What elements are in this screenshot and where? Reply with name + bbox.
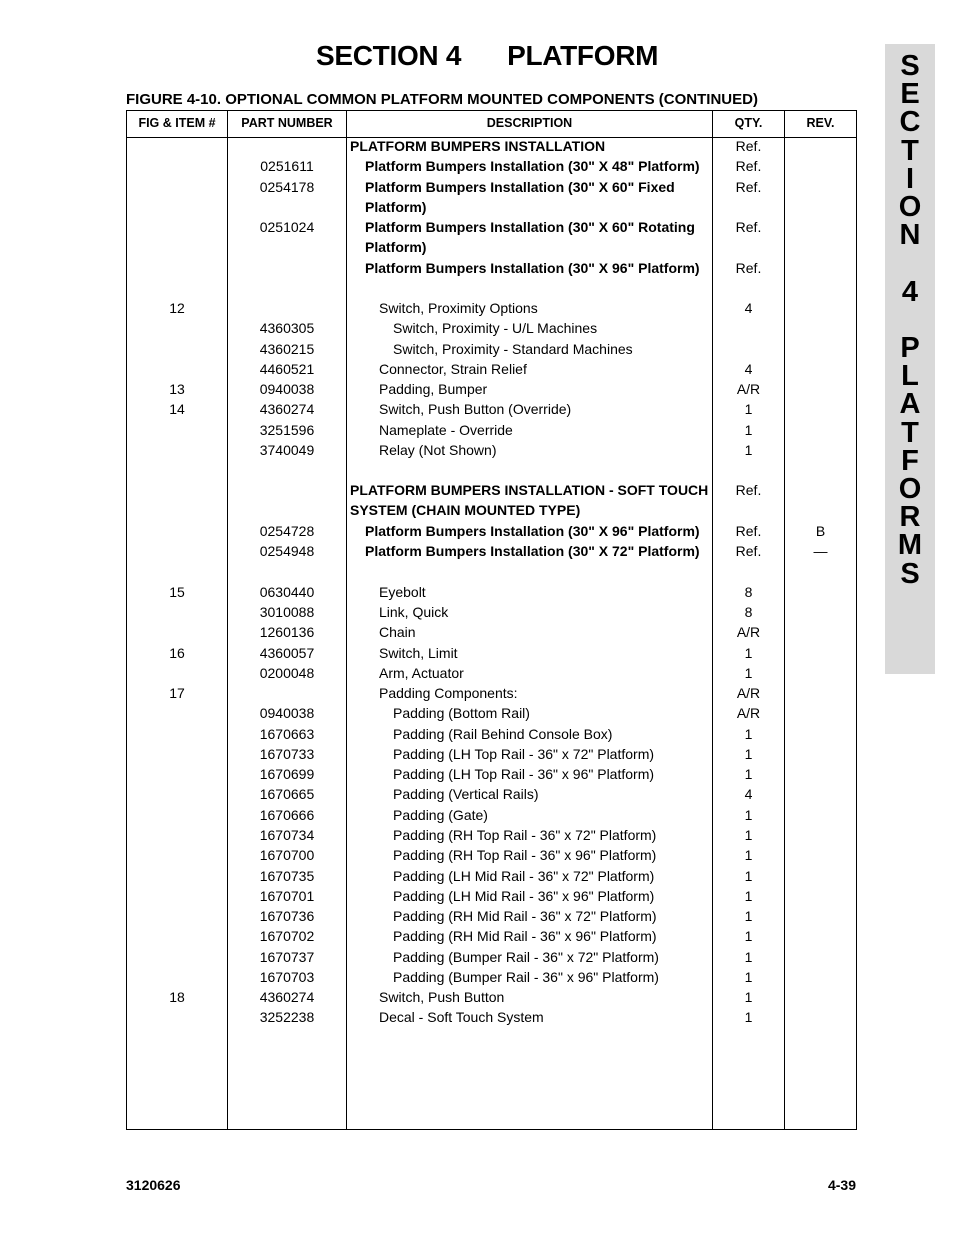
table-row <box>0 868 954 888</box>
fig-item-cell: 12 <box>169 300 185 316</box>
description-cell: Switch, Proximity - Standard Machines <box>393 341 633 357</box>
qty-cell: A/R <box>736 624 761 640</box>
part-number-cell: 0254948 <box>259 543 315 559</box>
side-tab-letter: N <box>899 219 921 252</box>
table-row <box>0 685 954 705</box>
description-cell: Padding (LH Top Rail - 36" x 96" Platform) <box>393 766 655 782</box>
page-title <box>316 40 658 72</box>
part-number-cell: 0254728 <box>259 523 315 539</box>
qty-cell: 1 <box>744 746 753 762</box>
description-cell: Padding (Gate) <box>393 807 488 823</box>
table-row <box>0 888 954 908</box>
table-row <box>0 949 954 969</box>
qty-cell: 1 <box>744 949 753 965</box>
table-row <box>0 928 954 948</box>
table-row <box>0 584 954 604</box>
qty-cell: A/R <box>736 381 761 397</box>
description-cell: Switch, Proximity Options <box>379 300 538 316</box>
description-cell: Platform Bumpers Installation (30" X 96" Platform) <box>365 260 700 276</box>
table-row <box>0 1009 954 1029</box>
description-cell: Nameplate - Override <box>379 422 513 438</box>
part-number-cell: 3251596 <box>259 422 315 438</box>
part-number-cell: 1670702 <box>259 928 315 944</box>
table-row <box>0 786 954 806</box>
part-number-cell: 1670736 <box>259 908 315 924</box>
table-row <box>0 604 954 624</box>
part-number-cell: 1670663 <box>259 726 315 742</box>
part-number-cell: 1670699 <box>259 766 315 782</box>
side-tab-letter: F <box>901 444 919 477</box>
description-cell: PLATFORM BUMPERS INSTALLATION <box>350 138 606 154</box>
column-header-part: PART NUMBER <box>241 116 333 130</box>
figure-title: FIGURE 4-10. OPTIONAL COMMON PLATFORM MOUNTED COMPONENTS (CONTINUED) <box>126 91 758 108</box>
qty-cell: 1 <box>744 726 753 742</box>
side-tab-letter: L <box>901 360 919 393</box>
qty-cell: 1 <box>744 645 753 661</box>
qty-cell: 8 <box>744 584 753 600</box>
table-row <box>0 665 954 685</box>
description-cell: Switch, Push Button (Override) <box>379 401 572 417</box>
qty-cell: 1 <box>744 442 753 458</box>
qty-cell: Ref. <box>735 219 762 235</box>
table-row <box>0 179 954 199</box>
side-tab-letter: M <box>897 529 923 562</box>
part-number-cell: 0254178 <box>259 179 315 195</box>
part-number-cell: 1670665 <box>259 786 315 802</box>
side-tab-letter: O <box>898 473 922 506</box>
description-cell: Padding (RH Top Rail - 36" x 72" Platform) <box>393 827 657 843</box>
qty-cell: 1 <box>744 401 753 417</box>
table-row <box>0 908 954 928</box>
table-row <box>0 847 954 867</box>
part-number-cell: 0251611 <box>260 158 314 174</box>
part-number-cell: 4460521 <box>259 361 315 377</box>
table-row <box>0 543 954 563</box>
part-number-cell: 0200048 <box>259 665 315 681</box>
table-row <box>0 158 954 178</box>
table-row <box>0 401 954 421</box>
part-number-cell: 0940038 <box>259 705 315 721</box>
description-cell: PLATFORM BUMPERS INSTALLATION - SOFT TOUCH <box>350 482 709 498</box>
qty-cell: 1 <box>744 766 753 782</box>
description-cell: Platform Bumpers Installation (30" X 60" Rotating <box>365 219 695 235</box>
qty-cell: 1 <box>744 908 753 924</box>
part-number-cell: 4360274 <box>259 401 315 417</box>
side-tab-letter: P <box>900 332 920 365</box>
table-row <box>0 300 954 320</box>
qty-cell: Ref. <box>735 523 762 539</box>
side-tab-letter: S <box>900 50 920 82</box>
table-row <box>0 239 954 259</box>
qty-cell: 4 <box>744 361 753 377</box>
table-row <box>0 705 954 725</box>
part-number-cell: 1670700 <box>259 847 315 863</box>
description-cell: Platform) <box>365 199 427 215</box>
table-row <box>0 726 954 746</box>
column-header-fig: FIG & ITEM # <box>138 116 216 130</box>
description-cell: Decal - Soft Touch System <box>379 1009 544 1025</box>
side-tab-letter: A <box>899 388 921 421</box>
rev-cell: — <box>813 543 828 559</box>
table-row <box>0 989 954 1009</box>
table-row <box>0 624 954 644</box>
part-number-cell: 3010088 <box>259 604 315 620</box>
description-cell: Link, Quick <box>379 604 449 620</box>
table-row <box>0 645 954 665</box>
qty-cell: 4 <box>744 300 753 316</box>
table-row <box>0 381 954 401</box>
qty-cell: 1 <box>744 847 753 863</box>
description-cell: Switch, Push Button <box>379 989 505 1005</box>
table-row <box>0 502 954 522</box>
description-cell: Padding Components: <box>379 685 518 701</box>
fig-item-cell: 13 <box>169 381 185 397</box>
description-cell: Padding (RH Top Rail - 36" x 96" Platform) <box>393 847 657 863</box>
table-row <box>0 969 954 989</box>
part-number-cell: 1260136 <box>259 624 315 640</box>
part-number-cell: 1670735 <box>259 868 315 884</box>
qty-cell: 1 <box>744 969 753 985</box>
side-tab-letter: I <box>905 162 915 195</box>
table-row <box>0 341 954 361</box>
fig-item-cell: 18 <box>169 989 185 1005</box>
qty-cell: Ref. <box>735 482 762 498</box>
qty-cell: 1 <box>744 989 753 1005</box>
description-cell: Platform Bumpers Installation (30" X 72" Platform) <box>365 543 700 559</box>
side-tab-letter: O <box>898 191 922 224</box>
section-label: SECTION 4 <box>316 40 462 71</box>
part-number-cell: 4360215 <box>259 341 315 357</box>
part-number-cell: 4360305 <box>259 320 315 336</box>
table-row <box>0 199 954 219</box>
part-number-cell: 1670701 <box>259 888 315 904</box>
qty-cell: A/R <box>736 685 761 701</box>
fig-item-cell: 16 <box>169 645 185 661</box>
table-row <box>0 523 954 543</box>
qty-cell: Ref. <box>735 138 762 154</box>
column-header-rev: REV. <box>806 116 835 130</box>
qty-cell: 1 <box>744 665 753 681</box>
document-number: 3120626 <box>126 1177 181 1193</box>
part-number-cell: 1670733 <box>259 746 315 762</box>
fig-item-cell: 15 <box>169 584 185 600</box>
description-cell: Padding (LH Top Rail - 36" x 72" Platform) <box>393 746 655 762</box>
qty-cell: 1 <box>744 888 753 904</box>
table-row <box>0 361 954 381</box>
part-number-cell: 0630440 <box>259 584 315 600</box>
part-number-cell: 4360057 <box>259 645 315 661</box>
fig-item-cell: 14 <box>169 401 185 417</box>
page-number: 4-39 <box>827 1177 856 1193</box>
description-cell: Switch, Limit <box>379 645 458 661</box>
part-number-cell: 1670734 <box>259 827 315 843</box>
description-cell: Padding (Rail Behind Console Box) <box>393 726 613 742</box>
part-number-cell: 1670737 <box>259 949 315 965</box>
table-row <box>0 827 954 847</box>
qty-cell: Ref. <box>735 158 762 174</box>
side-tab-letter: 4 <box>901 275 919 308</box>
qty-cell: 1 <box>744 868 753 884</box>
qty-cell: 1 <box>744 928 753 944</box>
description-cell: Padding (Bottom Rail) <box>393 705 530 721</box>
description-cell: Arm, Actuator <box>379 665 464 681</box>
qty-cell: 1 <box>744 1009 753 1025</box>
column-header-qty: QTY. <box>734 116 763 130</box>
qty-cell: Ref. <box>735 543 762 559</box>
rev-cell: B <box>815 523 826 539</box>
table-row <box>0 766 954 786</box>
part-number-cell: 0940038 <box>259 381 315 397</box>
side-tab-letter: T <box>901 134 919 167</box>
description-cell: Platform Bumpers Installation (30" X 60" Fixed <box>365 179 675 195</box>
part-number-cell: 1670666 <box>259 807 315 823</box>
description-cell: Padding (RH Mid Rail - 36" x 72" Platform) <box>393 908 657 924</box>
section-name: PLATFORM <box>507 40 659 71</box>
table-row <box>0 320 954 340</box>
side-tab-letter: S <box>900 557 920 590</box>
description-cell: Padding (Vertical Rails) <box>393 786 539 802</box>
qty-cell: 1 <box>744 422 753 438</box>
description-cell: Platform Bumpers Installation (30" X 48" Platform) <box>365 158 700 174</box>
description-cell: Padding (LH Mid Rail - 36" x 72" Platform) <box>393 868 655 884</box>
description-cell: Chain <box>379 624 416 640</box>
table-row <box>0 422 954 442</box>
qty-cell: 1 <box>744 807 753 823</box>
side-tab-letter: C <box>899 106 921 139</box>
description-cell: Padding (RH Mid Rail - 36" x 96" Platform) <box>393 928 657 944</box>
qty-cell: 1 <box>744 827 753 843</box>
description-cell: Relay (Not Shown) <box>379 442 497 458</box>
description-cell: Connector, Strain Relief <box>379 361 527 377</box>
part-number-cell: 3252238 <box>259 1009 315 1025</box>
side-tab-letter: R <box>899 501 921 534</box>
table-row <box>0 260 954 280</box>
table-row <box>0 442 954 462</box>
description-cell: Platform) <box>365 239 427 255</box>
qty-cell: Ref. <box>735 260 762 276</box>
description-cell: Switch, Proximity - U/L Machines <box>393 320 598 336</box>
part-number-cell: 4360274 <box>259 989 315 1005</box>
fig-item-cell: 17 <box>169 685 185 701</box>
column-header-description: DESCRIPTION <box>486 116 573 130</box>
side-tab-letter: E <box>900 78 920 111</box>
table-row <box>0 138 954 158</box>
description-cell: Eyebolt <box>379 584 426 600</box>
part-number-cell: 0251024 <box>259 219 315 235</box>
part-number-cell: 3740049 <box>259 442 315 458</box>
qty-cell: A/R <box>736 705 761 721</box>
description-cell: SYSTEM (CHAIN MOUNTED TYPE) <box>350 502 581 518</box>
description-cell: Padding (LH Mid Rail - 36" x 96" Platform) <box>393 888 655 904</box>
table-row <box>0 807 954 827</box>
qty-cell: Ref. <box>735 179 762 195</box>
description-cell: Platform Bumpers Installation (30" X 96" Platform) <box>365 523 700 539</box>
description-cell: Padding (Bumper Rail - 36" x 72" Platform) <box>393 949 659 965</box>
table-row <box>0 482 954 502</box>
qty-cell: 4 <box>744 786 753 802</box>
table-row <box>0 746 954 766</box>
side-tab-letter: T <box>901 416 919 449</box>
description-cell: Padding, Bumper <box>379 381 488 397</box>
table-row <box>0 219 954 239</box>
part-number-cell: 1670703 <box>259 969 315 985</box>
description-cell: Padding (Bumper Rail - 36" x 96" Platform) <box>393 969 659 985</box>
qty-cell: 8 <box>744 604 753 620</box>
